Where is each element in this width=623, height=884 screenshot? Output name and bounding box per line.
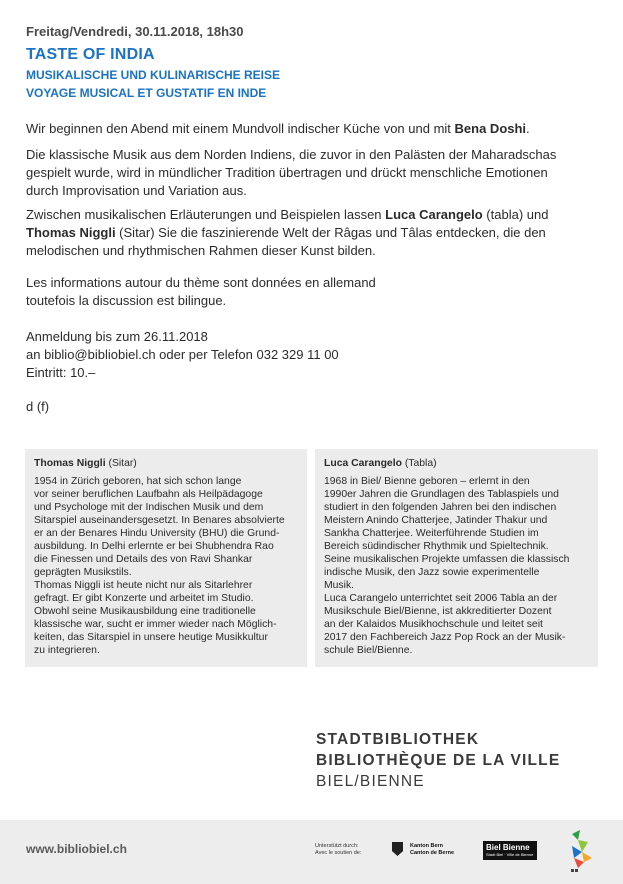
bio-line: Sitarspiel auseinandersgesetzt. In Benares absolvierte	[34, 515, 285, 526]
performers-line-3: melodischen und rhythmischen Rahmen dieser Kunst bilden.	[26, 243, 376, 258]
bio-line: Meistern Anindo Chatterjee, Jatinder Thakur und	[324, 515, 548, 526]
registration-info	[26, 328, 601, 382]
admission-price: Eintritt: 10.–	[26, 365, 96, 380]
website-link[interactable]: www.bibliobiel.ch	[26, 842, 127, 856]
support-label	[315, 843, 361, 857]
event-subtitle-de: MUSIKALISCHE UND KULINARISCHE REISE	[26, 68, 281, 82]
library-city: BIEL/BIENNE	[316, 773, 425, 790]
intro-text: Wir beginnen den Abend mit einem Mundvoll indischer Küche von und mit	[26, 121, 455, 136]
library-name-fr: BIBLIOTHÈQUE DE LA VILLE	[316, 752, 561, 769]
music-line-3: durch Improvisation und Variation aus.	[26, 183, 247, 198]
performers-text-b: (tabla) und	[482, 207, 549, 222]
support-label-fr: Avec le soutien de:	[315, 850, 362, 856]
bio-line: Obwohl seine Musikausbildung eine traditionelle	[34, 606, 256, 617]
bio-line: die Finessen und Details des von Ravi Shankar	[34, 554, 253, 565]
bio-line: zu integrieren.	[34, 645, 100, 656]
support-label-de: Unterstützt durch:	[315, 843, 359, 849]
bio-box-niggli	[25, 449, 307, 667]
intro-end: .	[526, 121, 530, 136]
bio-name: Luca Carangelo	[324, 458, 402, 469]
bio-line: Luca Carangelo unterrichtet seit 2006 Tabla an der	[324, 593, 558, 604]
performers-text-a: Zwischen musikalischen Erläuterungen und Beispielen lassen	[26, 207, 386, 222]
bio-text	[34, 475, 297, 657]
biel-bienne-logo	[483, 841, 537, 860]
kanton-bern-logo	[410, 843, 454, 857]
bio-name: Thomas Niggli	[34, 458, 106, 469]
bio-line: 1954 in Zürich geboren, hat sich schon lange	[34, 476, 242, 487]
registration-deadline: Anmeldung bis zum 26.11.2018	[26, 329, 208, 344]
bio-text	[324, 475, 588, 657]
bio-line: studiert in den folgenden Jahren bei den indischen	[324, 502, 557, 513]
bio-line: ausbildung. In Delhi erlernte er bei Shubhendra Rao	[34, 541, 274, 552]
bio-box-carangelo	[315, 449, 598, 667]
bio-line: Bereich südindischer Rhythmik und Spieltechnik.	[324, 541, 549, 552]
bio-line: 2017 den Fachbereich Jazz Pop Rock an der Musik-	[324, 632, 566, 643]
event-date: Freitag/Vendredi, 30.11.2018, 18h30	[26, 24, 244, 39]
language-line-2: toutefois la discussion est bilingue.	[26, 293, 227, 308]
bio-line: vor seiner beruflichen Laufbahn als Heilpädagoge	[34, 489, 263, 500]
biel-bienne-logo-text: Biel Bienne	[486, 843, 530, 852]
bio-line: 1990er Jahren die Grundlagen des Tablaspiels und	[324, 489, 559, 500]
bio-role: (Sitar)	[105, 458, 137, 469]
bio-role: (Tabla)	[401, 458, 437, 469]
music-line-1: Die klassische Musik aus dem Norden Indiens, die zuvor in den Palästen der Maharadschas	[26, 147, 557, 162]
bio-line: 1968 in Biel/ Bienne geboren – erlernt in den	[324, 476, 530, 487]
biel-bienne-logo-sub: Stadt Biel · Ville de Bienne	[486, 852, 534, 857]
bio-line: an der Kalaidos Musikhochschule und leitet seit	[324, 619, 543, 630]
performer-name-1: Luca Carangelo	[385, 207, 483, 222]
intro-paragraph	[26, 120, 601, 138]
bio-line: keiten, das Sitarspiel in unsere heutige Musikkultur	[34, 632, 268, 643]
bio-line: und Psychologe mit der Indischen Musik und dem	[34, 502, 264, 513]
bio-line: geprägten Musikstils.	[34, 567, 132, 578]
bio-line: schule Biel/Bienne.	[324, 645, 413, 656]
bern-crest-icon	[392, 842, 403, 856]
bio-line: Musikschule Biel/Bienne, ist akkreditierter Dozent	[324, 606, 552, 617]
music-paragraph	[26, 146, 601, 200]
bio-line: Musik.	[324, 580, 355, 591]
music-line-2: gespielt wurde, wird in mündlicher Tradition übertragen und drückt menschliche Emotionen	[26, 165, 548, 180]
performers-paragraph	[26, 206, 601, 260]
bird-logo-icon	[566, 828, 594, 876]
kanton-fr: Canton de Berne	[410, 850, 455, 856]
bio-line: Thomas Niggli ist heute nicht nur als Sitarlehrer	[34, 580, 253, 591]
performers-text-c: (Sitar) Sie die faszinierende Welt der Râgas und Tâlas entdecken, die den	[115, 225, 546, 240]
event-subtitle-fr: VOYAGE MUSICAL ET GUSTATIF EN INDE	[26, 86, 267, 100]
language-note	[26, 274, 601, 310]
language-line-1: Les informations autour du thème sont données en allemand	[26, 275, 376, 290]
footer	[0, 820, 623, 884]
bio-line: indische Musik, den Jazz sowie experimentelle	[324, 567, 540, 578]
kanton-de: Kanton Bern	[410, 843, 443, 849]
bio-line: gefragt. Er gibt Konzerte und arbeitet im Studio.	[34, 593, 254, 604]
bio-line: klassische war, sucht er immer wieder nach Möglich-	[34, 619, 277, 630]
language-code: d (f)	[26, 399, 50, 414]
bio-line: Sankha Chatterjee. Weiterführende Studien im	[324, 528, 539, 539]
bio-line: Seine musikalischen Projekte umfassen die klassisch	[324, 554, 570, 565]
event-title: TASTE OF INDIA	[26, 46, 155, 63]
performer-name-2: Thomas Niggli	[26, 225, 116, 240]
intro-name: Bena Doshi	[454, 121, 527, 136]
bio-line: er an der Benares Hindu University (BHU) die Grund-	[34, 528, 280, 539]
registration-contact: an biblio@bibliobiel.ch oder per Telefon 032 329 11 00	[26, 347, 339, 362]
library-name-de: STADTBIBLIOTHEK	[316, 731, 480, 748]
